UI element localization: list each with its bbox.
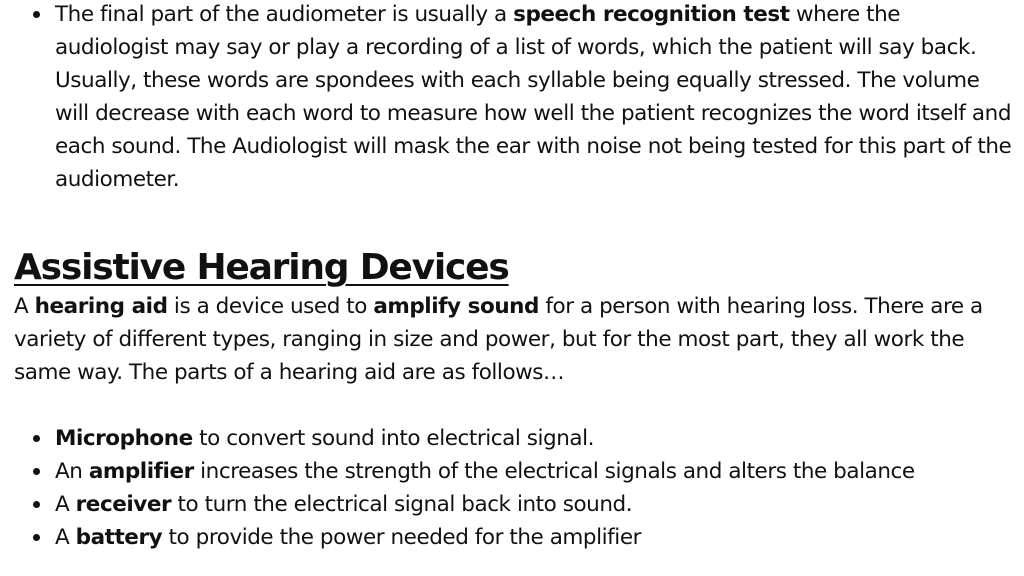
- para-bold-term: hearing aid: [34, 294, 168, 319]
- item-text: A: [55, 525, 76, 550]
- item-bold-term: amplifier: [88, 459, 194, 484]
- bullet-text: The final part of the audiometer is usually a: [55, 2, 514, 27]
- hearing-aid-paragraph: [14, 290, 1014, 389]
- para-bold-term: amplify sound: [373, 294, 539, 319]
- item-bold-term: Microphone: [55, 426, 193, 451]
- list-item: [14, 521, 1014, 554]
- document-page: [14, 0, 1014, 554]
- speech-test-list: [14, 0, 1014, 196]
- item-text: increases the strength of the electrical signals and alters the balance: [193, 459, 915, 484]
- para-text: is a device used to: [167, 294, 374, 319]
- item-text: An: [55, 459, 89, 484]
- item-text: A: [55, 492, 76, 517]
- para-text: for a person with hearing loss. There are a variety of different types, ranging in size and power, but for the most part, they all work the same way. The parts of a hearing aid are as follows…: [14, 294, 983, 385]
- section-heading: Assistive Hearing Devices: [14, 247, 509, 288]
- speech-recognition-bullet: [14, 0, 1014, 196]
- list-item: [14, 455, 1014, 488]
- list-item: [14, 422, 1014, 455]
- list-item: [14, 488, 1014, 521]
- hearing-aid-parts-list: [14, 422, 1014, 554]
- bullet-bold-term: speech recognition test: [513, 2, 790, 27]
- item-text: to turn the electrical signal back into sound.: [171, 492, 633, 517]
- para-text: A: [14, 294, 35, 319]
- item-bold-term: battery: [75, 525, 163, 550]
- item-text: to provide the power needed for the amplifier: [162, 525, 641, 550]
- item-text: to convert sound into electrical signal.: [192, 426, 595, 451]
- bullet-text: where the audiologist may say or play a recording of a list of words, which the patient will say back. Usually, these words are spondees with each syllable being equally stressed. The volume will decrease with each word to measure how well the patient recognizes the word itself and each sound. The Audiologist will mask the ear with noise not being tested for this part of the audiometer.: [55, 2, 1012, 192]
- item-bold-term: receiver: [75, 492, 172, 517]
